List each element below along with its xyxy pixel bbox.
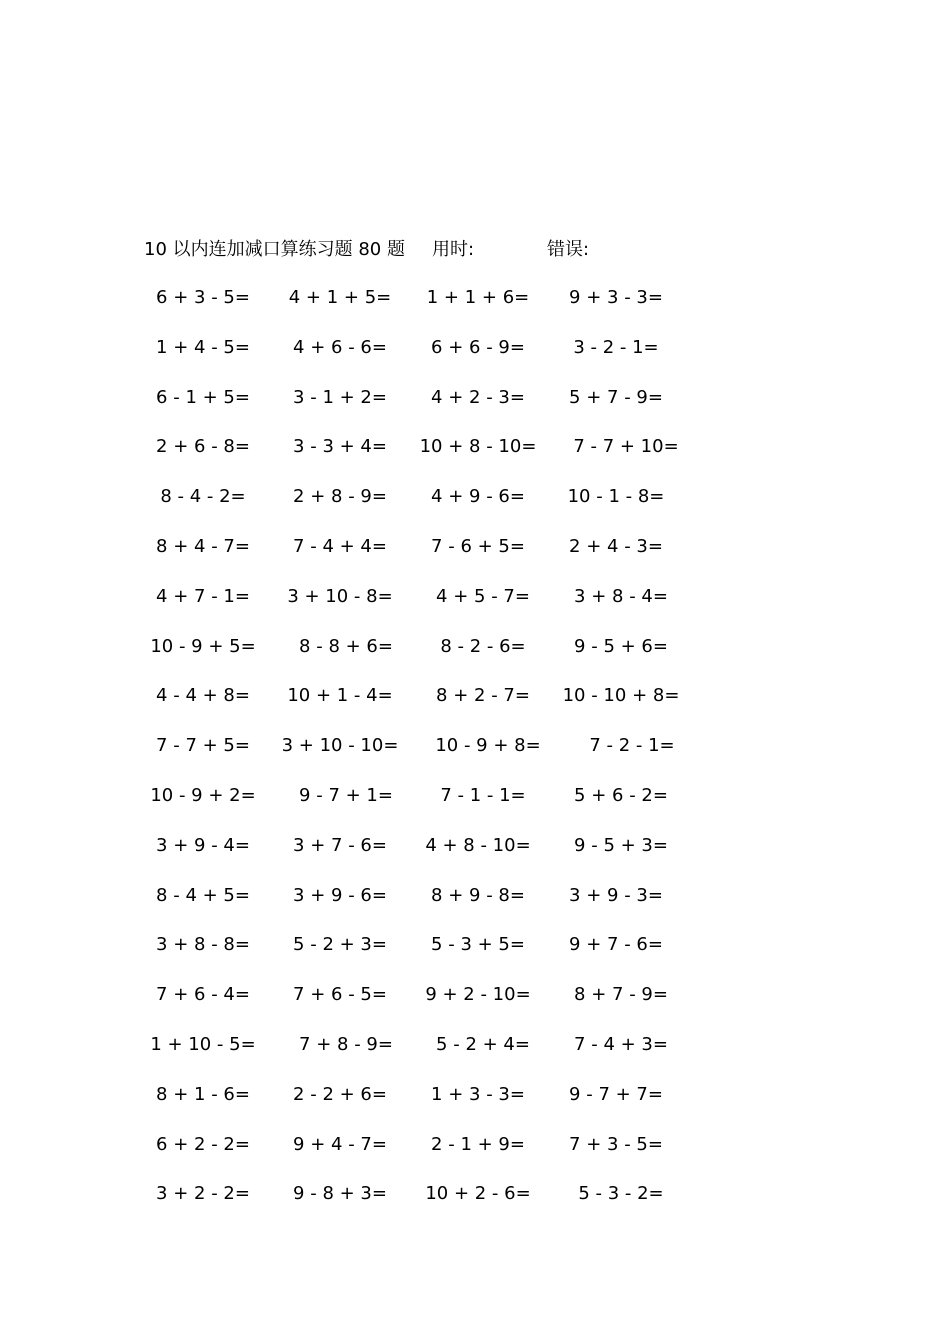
math-problem: 7 - 7 + 5= <box>156 735 250 757</box>
math-problem: 10 - 9 + 5= <box>150 635 256 657</box>
math-problem: 3 + 8 - 8= <box>156 934 250 956</box>
math-problem: 7 + 3 - 5= <box>569 1133 663 1155</box>
math-problem: 7 - 7 + 10= <box>573 436 679 458</box>
errors-label: 错误: <box>547 239 590 260</box>
math-problem: 7 - 1 - 1= <box>440 785 526 806</box>
math-problem: 8 - 8 + 6= <box>299 635 393 657</box>
math-problem: 4 + 5 - 7= <box>436 585 530 607</box>
math-problem: 5 + 7 - 9= <box>569 386 663 408</box>
math-problem: 10 - 1 - 8= <box>567 486 665 508</box>
math-problem: 10 + 8 - 10= <box>419 436 537 458</box>
math-problem: 1 + 4 - 5= <box>156 336 250 358</box>
math-problem: 8 + 7 - 9= <box>574 984 668 1006</box>
math-problem: 8 - 4 - 2= <box>160 486 246 508</box>
math-problem: 8 - 4 + 5= <box>156 884 250 906</box>
math-problem: 3 + 2 - 2= <box>156 1183 250 1205</box>
math-problem: 7 - 2 - 1= <box>589 735 675 757</box>
math-problem: 10 - 9 + 2= <box>150 785 256 806</box>
math-problem: 9 + 4 - 7= <box>293 1133 387 1155</box>
math-problem: 3 + 9 - 3= <box>569 884 663 906</box>
math-problem: 3 - 2 - 1= <box>573 336 659 358</box>
math-problem: 8 - 2 - 6= <box>440 635 526 657</box>
math-problem: 4 + 2 - 3= <box>431 386 525 408</box>
math-problem: 10 - 10 + 8= <box>562 685 680 707</box>
math-problem: 5 - 3 + 5= <box>431 934 525 956</box>
math-problem: 8 + 1 - 6= <box>156 1083 250 1105</box>
math-problem: 2 - 2 + 6= <box>293 1083 387 1105</box>
math-problem: 6 + 2 - 2= <box>156 1133 250 1155</box>
math-problem: 1 + 10 - 5= <box>150 1034 256 1055</box>
math-problem: 3 + 10 - 8= <box>287 585 393 607</box>
math-problem: 9 + 3 - 3= <box>569 287 663 308</box>
math-problem: 8 + 9 - 8= <box>431 884 525 906</box>
math-problem: 3 + 10 - 10= <box>281 735 399 757</box>
math-problem: 7 + 6 - 5= <box>293 984 387 1006</box>
math-problem: 9 + 7 - 6= <box>569 934 663 956</box>
math-problem: 4 - 4 + 8= <box>156 685 250 707</box>
math-problem: 4 + 9 - 6= <box>431 486 525 508</box>
math-problem: 3 + 8 - 4= <box>574 585 668 607</box>
math-problem: 7 + 8 - 9= <box>299 1034 393 1055</box>
math-problem: 1 + 1 + 6= <box>426 287 530 308</box>
math-problem: 9 - 7 + 7= <box>569 1083 663 1105</box>
math-problem: 4 + 8 - 10= <box>425 834 531 856</box>
math-problem: 4 + 1 + 5= <box>288 287 392 308</box>
math-problem: 7 + 6 - 4= <box>156 984 250 1006</box>
math-problem: 3 - 3 + 4= <box>293 436 387 458</box>
math-problem: 4 + 7 - 1= <box>156 585 250 607</box>
math-problem: 10 + 1 - 4= <box>287 685 393 707</box>
math-problem: 7 - 6 + 5= <box>431 536 525 557</box>
math-problem: 7 - 4 + 4= <box>293 536 387 557</box>
math-problem: 4 + 6 - 6= <box>293 336 387 358</box>
math-problem: 7 - 4 + 3= <box>574 1034 668 1055</box>
math-problem: 10 + 2 - 6= <box>425 1183 531 1205</box>
math-problem: 9 - 8 + 3= <box>293 1183 387 1205</box>
math-problem: 6 + 3 - 5= <box>156 287 250 308</box>
math-problem: 1 + 3 - 3= <box>431 1083 525 1105</box>
math-problem: 2 + 4 - 3= <box>569 536 663 557</box>
math-problem: 5 - 2 + 3= <box>293 934 387 956</box>
math-problem: 9 - 5 + 3= <box>574 834 668 856</box>
math-problem: 9 + 2 - 10= <box>425 984 531 1006</box>
math-problem: 3 + 7 - 6= <box>293 834 387 856</box>
math-problem: 2 + 6 - 8= <box>156 436 250 458</box>
time-label: 用时: <box>432 239 475 260</box>
math-problem: 5 - 2 + 4= <box>436 1034 530 1055</box>
worksheet-title: 10 以内连加减口算练习题 80 题 <box>144 239 405 260</box>
math-problem: 9 - 5 + 6= <box>574 635 668 657</box>
math-problem: 9 - 7 + 1= <box>299 785 393 806</box>
math-problem: 3 + 9 - 6= <box>293 884 387 906</box>
math-problem: 2 - 1 + 9= <box>431 1133 525 1155</box>
math-problem: 6 + 6 - 9= <box>431 336 525 358</box>
math-problem: 8 + 2 - 7= <box>436 685 530 707</box>
math-problem: 3 - 1 + 2= <box>293 386 387 408</box>
math-problem: 10 - 9 + 8= <box>435 735 541 757</box>
math-problem: 8 + 4 - 7= <box>156 536 250 557</box>
math-problem: 5 + 6 - 2= <box>574 785 668 806</box>
math-problem: 2 + 8 - 9= <box>293 486 387 508</box>
math-problem: 3 + 9 - 4= <box>156 834 250 856</box>
math-problem: 5 - 3 - 2= <box>578 1183 664 1205</box>
math-problem: 6 - 1 + 5= <box>156 386 250 408</box>
